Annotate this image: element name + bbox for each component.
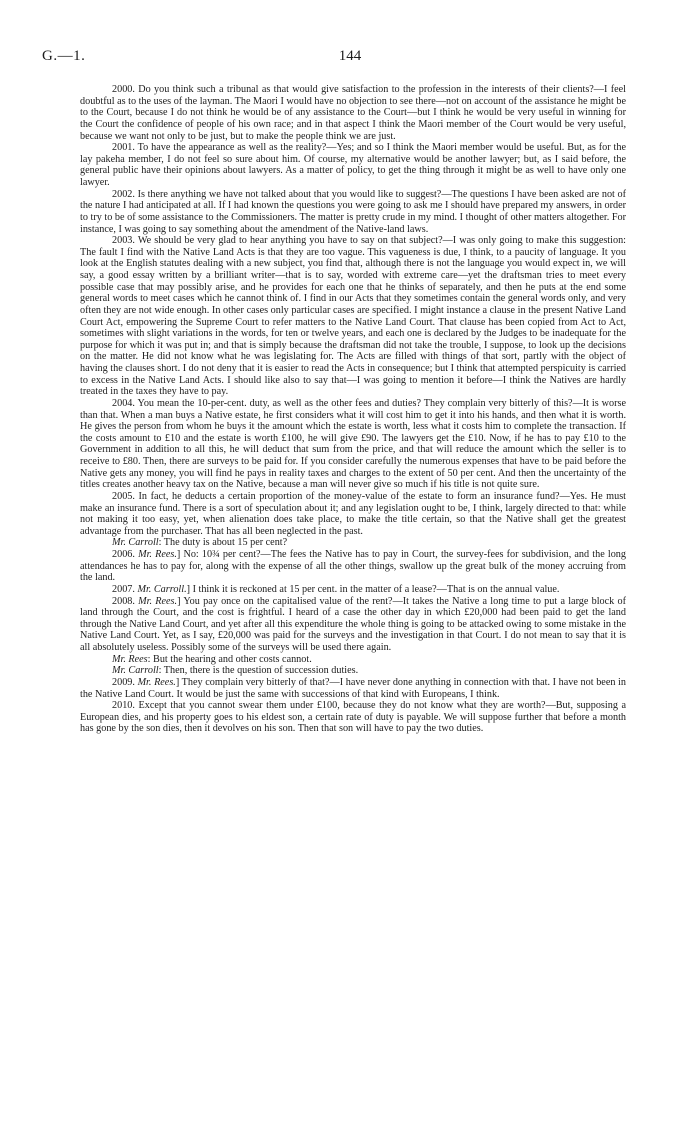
speaker-name: Mr. Carroll xyxy=(112,537,159,549)
speaker-name: Mr. Carroll. xyxy=(137,583,187,595)
question-number: 2002. xyxy=(112,188,135,200)
paragraph-2004 xyxy=(80,398,626,491)
remark-text: : Then, there is the question of succession duties. xyxy=(158,665,359,677)
paragraph-text: In fact, he deducts a certain proportion of the money-value of the estate to form an insurance fund?—Yes. He must make an insurance fund. There is a sort of speculation about it; and any legislation ought to be, I think, largely directed to that: while not making it too easy, yet, when alienation does take place, to make the title certain, so that the Native shall get the greatest advantage from the purchaser. That has all been neglected in the past. xyxy=(80,490,626,537)
paragraph-2009 xyxy=(80,677,626,700)
question-number: 2006. xyxy=(112,549,135,560)
paragraph-text: ] I think it is reckoned at 15 per cent. in the matter of a lease?—That is on the annual value. xyxy=(186,583,560,595)
speaker-name: Mr. Rees. xyxy=(137,676,176,688)
remark-carroll-1 xyxy=(80,537,626,549)
question-number: 2009. xyxy=(112,676,135,688)
paragraph-text: Except that you cannot swear them under £100, because they do not know what they are worth?—But, supposing a European dies, and his property goes to his eldest son, a certain rate of duty is payable. We will suppose further that before a month has gone by the son dies, then it devolves on his son. Then that son will have to pay the two duties. xyxy=(80,700,627,735)
paragraph-2002 xyxy=(80,189,626,236)
speaker-name: Mr. Carroll xyxy=(112,665,159,677)
paragraph-text: To have the appearance as well as the reality?—Yes; and so I think the Maori member would be useful. But, as for the lay pakeha member, I do not feel so sure about him. Of course, my alternative would be another lawyer; but, as I said before, the general public have their opinions about lawyers. As a matter of policy, to get the thing through it might be as well to have only one lawyer. xyxy=(80,142,626,188)
remark-text: : But the hearing and other costs cannot. xyxy=(147,653,312,665)
report-reference: G.—1. xyxy=(42,48,86,64)
paragraph-text: ] No: 10¾ per cent?—The fees the Native has to pay in Court, the survey-fees for subdivision, and the long attendances he has to pay for, along with the expense of all the other things, swallow up the great bulk of the money accruing from the land. xyxy=(80,549,626,584)
paragraph-text: Do you think such a tribunal as that would give satisfaction to the profession in the interests of their clients?—I feel doubtful as to the uses of the layman. The Maori I would have no objection to see there—not on account of the assistance he might be to the Court, because I do not think he would be of any assistance to the Court—but I think he would be very useful in winning for the Court the confidence of people of his own race; and in that aspect I think the Maori member of the Court would be very useful, because we want not only to be just, but to make the people think we are just. xyxy=(80,84,626,142)
remark-rees xyxy=(80,654,626,666)
question-number: 2005. xyxy=(112,490,135,502)
paragraph-text: We should be very glad to hear anything you have to say on that subject?—I was only going to make this suggestion: The fault I find with the Native Land Acts is that they are too vague. This vagueness is due, I think, to a paucity of language. It you look at the English statutes dealing with a new subject, you find that, although there is not the language you would expect in, we will say, a good essay written by a brilliant writer—that is to say, worded with extreme care—yet the draftsman tries to meet every possible case that may possibly arise, and he provides for each one that he thinks of separately, and then he puts at the end some general words to meet cases which he cannot think of. I find in our Acts that they sometimes contain the general words only, and very often they are not wide enough. In other cases only particular cases are specified. I might instance a clause in the present Native Land Court Act, empowering the Supreme Court to refer matters to the Native Land Court. That clause has been copied from Act to Act, sometimes with slight variations in the words, for ten or twelve years, and each one is declared by the Judges to be inadequate for the purpose for which it was put in; and that is simply because the draftsman did not take the trouble, I suppose, to look up the decisions on the matter. He did not know what he was legislating for. The Acts are filled with things of that sort, partly with the object of having the clauses short. I do not deny that it is easier to read the Acts in consequence; but I think that attempted perspicuity is carried to excess in the Native Land Acts. I should like also to say that—I was going to mention it before—I think the Natives are hardly treated in the taxes they have to pay. xyxy=(80,235,627,398)
remark-text: : The duty is about 15 per cent? xyxy=(158,537,288,549)
question-number: 2007. xyxy=(112,583,135,595)
question-number: 2000. xyxy=(112,84,135,95)
speaker-name: Mr. Rees xyxy=(112,653,148,665)
paragraph-2008 xyxy=(80,596,626,654)
question-number: 2010. xyxy=(112,700,135,712)
speaker-name: Mr. Rees. xyxy=(138,595,178,607)
question-number: 2008. xyxy=(112,595,135,607)
paragraph-2005 xyxy=(80,491,626,538)
paragraph-text: You mean the 10-per-cent. duty, as well as the other fees and duties? They complain very bitterly of this?—It is worse than that. When a man buys a Native estate, he first considers what it will cost him to get it into his hands, and then what it is worth. He gives the person from whom he buys it the amount which the estate is worth, less what it costs him to complete the transaction. If the costs amount to £10 and the estate is worth £100, he will give £90. The lawyers get the £10. Now, if he has to pay £10 to the Government in addition to all this, he will deduct that sum from the price, and that will reduce the amount which the seller is to receive to £80. Then, there are surveys to be paid for. If you consider carefully the numerous expenses that have to be paid before the Native gets any money, you will find he pays in reality taxes and charges to the extent of 50 per cent. And then the uncertainty of the titles creates another heavy tax on the Native, because a man will never give so much if his title is not quite sure. xyxy=(80,397,627,491)
page-header xyxy=(42,48,658,68)
paragraph-text: ] They complain very bitterly of that?—I have never done anything in connection with that. I have not been in the Native Land Court. It would be just the same with successions of that kind with Europeans, I think. xyxy=(80,676,626,700)
question-number: 2001. xyxy=(112,142,135,154)
paragraph-2007 xyxy=(80,584,626,596)
paragraph-2003 xyxy=(80,235,626,398)
paragraph-2006 xyxy=(80,549,626,584)
paragraph-text: ] You pay once on the capitalised value of the rent?—It takes the Native a long time to put a large block of land through the Court, and the cost is frightful. I heard of a case the other day in which £20,000 had been paid to get the land through the Native Land Court, and yet after all this expenditure the whole thing is going to be attacked owing to some mistake in the Native Land Court. Yet, as I say, £20,000 was paid for the surveys and the investigation in that Court. I do not mean to say that it is all absolutely useless. Possibly some of the surveys will be used there again. xyxy=(80,595,627,653)
question-number: 2003. xyxy=(112,235,135,247)
testimony-body xyxy=(80,84,626,735)
paragraph-2001 xyxy=(80,142,626,189)
page-number: 144 xyxy=(338,48,362,64)
paragraph-2000 xyxy=(80,84,626,142)
paragraph-text: Is there anything we have not talked about that you would like to suggest?—The questions I have been asked are not of the nature I had anticipated at all. If I had known the questions you were going to ask me I should have prepared my answers, in order to try to be of some assistance to the Commissioners. The matter is pretty crude in my mind. I thought of other matters altogether. For instance, I was going to say something about the amendment of the Native-land laws. xyxy=(80,188,626,235)
paragraph-2010 xyxy=(80,700,626,735)
speaker-name: Mr. Rees. xyxy=(138,549,177,560)
question-number: 2004. xyxy=(112,397,135,409)
remark-carroll-2 xyxy=(80,665,626,677)
